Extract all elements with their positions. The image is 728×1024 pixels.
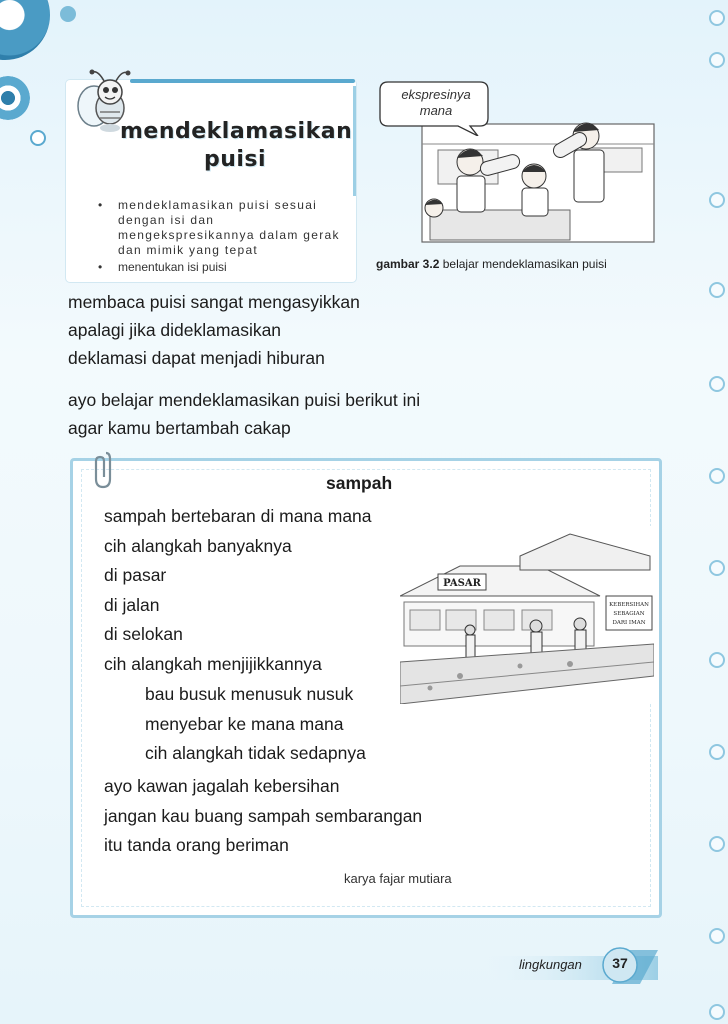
figure-caption-text: belajar mendeklamasikan puisi <box>442 257 607 271</box>
figure-caption <box>376 257 607 271</box>
poem-line: cih alangkah menjijikkannya <box>104 653 322 674</box>
page-number: 37 <box>612 955 628 971</box>
side-decoration-dot <box>709 376 725 392</box>
market-sign: PASAR <box>443 578 481 589</box>
side-decoration-dot <box>709 192 725 208</box>
poem-line: sampah bertebaran di mana mana <box>104 506 372 526</box>
poem-line: itu tanda orang beriman <box>104 835 289 855</box>
poem-line: di pasar <box>104 565 167 585</box>
poem-line: bau busuk menusuk nusuk <box>145 684 354 704</box>
poem-stanza-1 <box>104 502 372 679</box>
corner-decoration-small <box>60 6 76 22</box>
side-decoration-dot <box>709 744 725 760</box>
poem-line: jangan kau buang sampah sembarangan <box>104 805 423 826</box>
poem-title: sampah <box>326 473 393 493</box>
side-decoration-dot <box>709 652 725 668</box>
side-decoration-dot <box>709 560 725 576</box>
intro-line: deklamasi dapat menjadi hiburan <box>68 348 325 368</box>
speech-bubble-line1: ekspresinya <box>401 87 471 102</box>
intro-paragraph-1 <box>68 288 628 372</box>
objective-item: • menentukan isi puisi <box>92 260 348 275</box>
side-decoration-dot <box>709 1004 725 1020</box>
poem-line: di selokan <box>104 624 183 644</box>
corner-decoration-large <box>0 0 50 60</box>
paperclip-icon <box>92 449 114 489</box>
poem-line: ayo kawan jagalah kebersihan <box>104 776 340 796</box>
intro-line: agar kamu bertambah cakap <box>68 418 291 438</box>
footer-section-label: lingkungan <box>519 957 582 972</box>
side-decoration-dot <box>709 52 725 68</box>
objectives-top-bar <box>130 79 355 83</box>
objectives-title-line1: mendeklamasikan <box>120 119 353 144</box>
objective-item: • mendeklamasikan puisi sesuai dengan isi dan mengekspresikannya dalam gerak dan mimik yang tepat <box>92 198 348 258</box>
objectives-title <box>120 118 353 174</box>
intro-line: membaca puisi sangat mengasyikkan <box>68 292 360 312</box>
figure-caption-label: gambar 3.2 <box>376 257 440 271</box>
side-decoration-dot <box>709 836 725 852</box>
corner-decoration-dot <box>30 130 46 146</box>
poem-line: menyebar ke mana mana <box>145 713 344 734</box>
intro-line: ayo belajar mendeklamasikan puisi berikut ini <box>68 390 421 410</box>
corner-decoration-ring <box>0 76 30 120</box>
market-trash-illustration <box>400 526 654 704</box>
intro-paragraph-2 <box>68 386 628 442</box>
shop-sign-line: SEBAGIAN <box>613 611 645 617</box>
speech-bubble-text <box>384 87 488 119</box>
poem-author: karya fajar mutiara <box>344 871 452 886</box>
poem-stanza-2 <box>145 680 366 769</box>
side-decoration-dot <box>709 928 725 944</box>
side-decoration-dot <box>709 468 725 484</box>
objectives-title-line2: puisi <box>203 147 267 172</box>
intro-line: apalagi jika dideklamasikan <box>68 320 282 340</box>
speech-bubble-line2: mana <box>419 103 453 118</box>
side-decoration-dot <box>709 10 725 26</box>
poem-line: cih alangkah tidak sedapnya <box>145 743 366 763</box>
poem-line: di jalan <box>104 594 160 615</box>
shop-sign-line: KEBERSIHAN <box>609 602 649 608</box>
shop-sign-line: DARI IMAN <box>612 620 646 626</box>
poem-line: cih alangkah banyaknya <box>104 535 292 556</box>
poem-stanza-3 <box>104 772 422 861</box>
side-decoration-dot <box>709 282 725 298</box>
objectives-side-bar <box>353 86 356 196</box>
objectives-list <box>92 198 348 277</box>
